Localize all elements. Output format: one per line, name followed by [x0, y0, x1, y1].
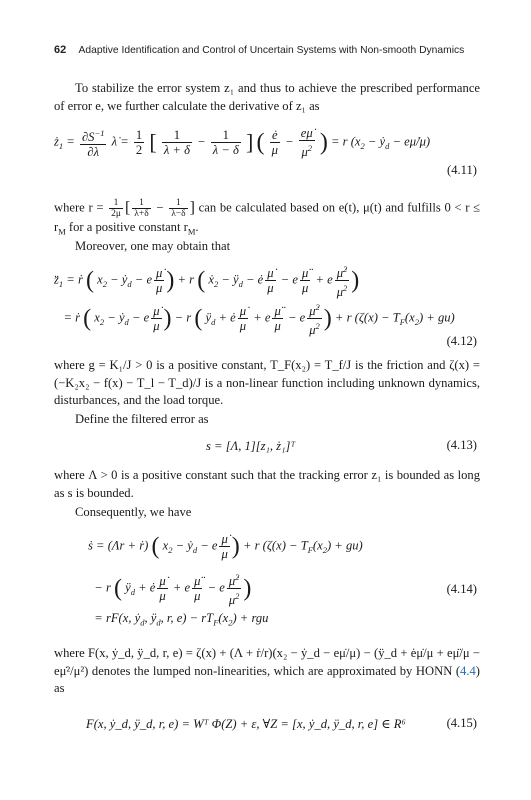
paragraph-lambda: where Λ > 0 is a positive constant such that the tracking error z₁ is bounded as long as s is bounded.: [54, 468, 480, 500]
eq-number-4-15: (4.15): [446, 716, 477, 730]
eq-number-4-14: (4.14): [446, 582, 477, 596]
equation-4-12-line1: $z̈_1$ = ṙ ( $x_2$ − ẏ$_d$ − e $\frac{\mu̇}{\mu}$ ) + r ( ẋ$_2$ − $ÿ_d$ − ė $\frac{\mu̇}{\mu}$ − e $\frac{\mü}{\mu}$ + e $\frac{\mu̇^2}{\mu^2}$ ): [54, 264, 360, 300]
frac-dS: $\frac{\partial S^{-1}}{\partial\lambda}$: [81, 128, 105, 160]
paragraph-filtered: Define the filtered error as: [75, 412, 209, 426]
page-number: 62: [54, 44, 67, 56]
equation-4-14-line1: ṡ = (Λr + ṙ) ( $x_2$ − ẏ$_d$ − e $\frac{\mu̇}{\mu}$ ) + r $(\zeta(x) - T_F(x_2) + gu)$: [88, 532, 363, 561]
equation-4-14-line3: = rF(x, ẏ$_d$, $ÿ_d$, r, $e) - rT_F(x_2)$ + rgu: [88, 611, 269, 628]
paragraph-g-def: where g = K₁/J > 0 is a positive constant, T_F(x₂) = T_f/J is the friction and ζ(x) = (−K₂x₂ − f(x) − T_l − T_d)/J is a non-linear function including unknown dynamics, disturbances, and the load torque.: [54, 358, 480, 407]
paragraph-lumped: where F(x, ẏ_d, ÿ_d, r, e) = ζ(x) + (Λ + ṙ/r)(x₂ − ẏ_d − eμ̇/μ) − (ÿ_d + ėμ̇/μ + eμ̈/μ − eμ̇²/μ²) denotes the lumped non-linearities, which are approximated by HONN (4.4) as: [54, 646, 480, 695]
running-title: Adaptive Identification and Control of Uncertain Systems with Non-smooth Dynamics: [78, 45, 465, 56]
paragraph-consequently: Consequently, we have: [75, 505, 192, 519]
eq-number-4-12: (4.12): [446, 334, 477, 348]
eq-number-4-11: (4.11): [447, 163, 477, 177]
equation-4-11: $ż_1$ = $\frac{\partial S^{-1}}{\partial\lambda}$ λ̇ = $\frac{1}{2}$ [ $\frac{1}{\lambda + \delta}$ − $\frac{1}{\lambda - \delta}$ ] ( $\frac{ė}{\mu}$ − $\frac{e\mu̇}{\mu^2}$ ) = r ($x_2$ − ẏ$_d$ − eμ̇/μ): [54, 126, 431, 160]
equation-4-15: F(x, ẏ_d, ÿ_d, r, e) = Wᵀ Φ(Z) + ε, ∀Z = [x, ẏ_d, ÿ_d, r, e] ∈ R⁶: [86, 717, 406, 731]
eq-number-4-13: (4.13): [446, 438, 477, 452]
paragraph-intro: To stabilize the error system z₁ and thus to achieve the prescribed performance of error e, we further calculate the derivative of z₁ as: [54, 81, 480, 113]
paragraph-moreover: Moreover, one may obtain that: [75, 239, 231, 253]
equation-4-14-line2: − r ( $ÿ_d$ + ė $\frac{\mu̇}{\mu}$ + e $\frac{\mü}{\mu}$ − e $\frac{\mu̇^2}{\mu^2}$ ): [88, 572, 252, 608]
eq-ref-link[interactable]: 4.4: [460, 663, 476, 678]
equation-4-12-line2: = ṙ ( $x_2$ − ẏ$_d$ − e $\frac{\mu̇}{\mu}$ ) − r ( $ÿ_d$ + ė $\frac{\mu̇}{\mu}$ + e $\frac{\mü}{\mu}$ − e $\frac{\mu̇^2}{\mu^2}$ ) + r $(\zeta(x) - T_F(x_2) + gu)$: [54, 302, 455, 338]
running-header: [54, 44, 484, 56]
paragraph-r-def: where r = $\frac{1}{2\mu}$ [ $\frac{1}{\lambda+\delta}$ − $\frac{1}{\lambda-\delta}$ ] can be calculated based on e(t), μ(t) and fulfills $0 < r \le r_M$ for a positive constant $r_M$.: [54, 198, 481, 237]
equation-4-13: s = [Λ, 1][z₁, ż₁]ᵀ: [206, 439, 296, 453]
